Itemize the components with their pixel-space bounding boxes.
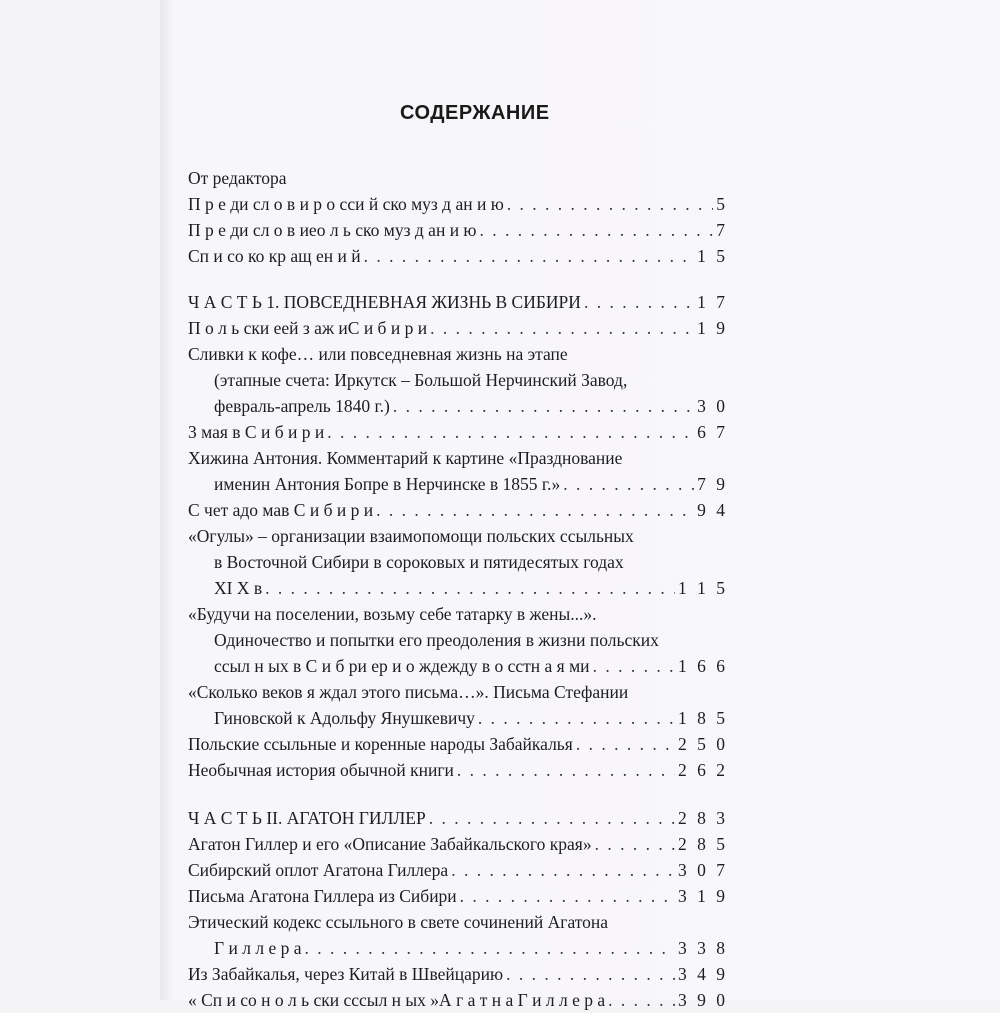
toc-part-heading [188, 805, 728, 831]
toc-entry [188, 243, 728, 269]
toc-entry [188, 315, 728, 341]
toc-entry [188, 731, 728, 757]
toc-entry-title: «Сколько веков я ждал этого письма…». Письма Стефании [188, 682, 629, 702]
toc-page-number: 9 4 [697, 500, 728, 520]
toc-entry-title-continued: именин Антония Бопре в Нерчинске в 1855 г.» [214, 474, 561, 494]
dot-leader [393, 393, 694, 419]
toc-entry-title: 3 мая в С и б и р и [188, 422, 325, 442]
toc-entry-title: Этический кодекс ссыльного в свете сочинений Агатона [188, 912, 609, 932]
toc-entry [188, 341, 728, 419]
toc-entry-title: Агатон Гиллер и его «Описание Забайкальского края» [188, 834, 592, 854]
toc-page-number: 3 9 0 [678, 990, 728, 1010]
toc-entry-title-continued: февраль-апрель 1840 г.) [214, 396, 390, 416]
toc-entry [188, 165, 728, 191]
dot-leader [593, 653, 675, 679]
toc-entry-title: Из Забайкалья, через Китай в Швейцарию [188, 964, 504, 984]
dot-leader [364, 243, 694, 269]
dot-leader [576, 731, 675, 757]
toc-entry [188, 831, 728, 857]
toc-entry-title: Ч А С Т Ь II. АГАТОН ГИЛЛЕР [188, 808, 426, 828]
toc-entry [188, 497, 728, 523]
toc-page-number: 2 6 2 [678, 760, 728, 780]
toc-page-number: 3 3 8 [678, 938, 728, 958]
dot-leader [327, 419, 694, 445]
toc-page-number: 2 8 3 [678, 808, 728, 828]
dot-leader [451, 857, 675, 883]
dot-leader [506, 961, 675, 987]
toc-entry-title-continued: Г и л л е р а [214, 938, 302, 958]
dot-leader [563, 471, 694, 497]
toc-entry [188, 757, 728, 783]
dot-leader [376, 497, 694, 523]
toc-entry-title: П р е ди сл о в и р о сси й ско муз д ан и ю [188, 194, 504, 214]
toc-entry-title-continued: ссыл н ых в С и б ри ер и о ждежду в о сстн а я ми [214, 656, 590, 676]
toc-page-number: 7 9 [697, 474, 728, 494]
toc-page-number: 1 5 [697, 246, 728, 266]
toc-entry-title-continued: в Восточной Сибири в сороковых и пятидесятых годах [214, 552, 624, 572]
toc-entry [188, 909, 728, 961]
dot-leader [460, 883, 675, 909]
toc-entry-title: Письма Агатона Гиллера из Сибири [188, 886, 457, 906]
toc-entry-title: Сп и со ко кр ащ ен и й [188, 246, 361, 266]
toc-entry-title: Ч А С Т Ь 1. ПОВСЕДНЕВНАЯ ЖИЗНЬ В СИБИРИ [188, 292, 581, 312]
dot-leader [430, 315, 694, 341]
toc-entry [188, 883, 728, 909]
toc-page-number: 3 4 9 [678, 964, 728, 984]
toc-page-number: 3 0 [697, 396, 728, 416]
toc-page-number: 1 6 6 [678, 656, 728, 676]
page-title: СОДЕРЖАНИЕ [400, 102, 550, 124]
toc-entry [188, 961, 728, 987]
toc-entry [188, 857, 728, 883]
toc-entry [188, 987, 728, 1013]
toc-part-heading [188, 289, 728, 315]
toc-page-number: 3 0 7 [678, 860, 728, 880]
toc-entry-title: Необычная история обычной книги [188, 760, 454, 780]
toc-entry-title-continued: Одиночество и попытки его преодоления в жизни польских [214, 630, 659, 650]
dot-leader [480, 217, 714, 243]
toc-page-number: 1 1 5 [678, 578, 728, 598]
dot-leader [608, 987, 675, 1013]
toc-entry-title: П о л ь ски еей з аж иС и б и р и [188, 318, 428, 338]
toc-page-number: 7 [716, 220, 728, 240]
toc-page-number: 6 7 [697, 422, 728, 442]
dot-leader [584, 289, 694, 315]
toc-entry-title: От редактора [188, 168, 287, 188]
toc-entry-title: Хижина Антония. Комментарий к картине «Празднование [188, 448, 623, 468]
toc-entry-title: С чет адо мав С и б и р и [188, 500, 374, 520]
dot-leader [429, 805, 675, 831]
toc-entry-title: Сибирский оплот Агатона Гиллера [188, 860, 449, 880]
toc-entry [188, 419, 728, 445]
dot-leader [265, 575, 675, 601]
dot-leader [507, 191, 713, 217]
toc-entry-title-continued: Гиновской к Адольфу Янушкевичу [214, 708, 475, 728]
toc-entry-title: « Сп и со н о л ь ски сссыл н ых »А г а т н а Г и л л е р а [188, 990, 606, 1010]
toc-entry-title: П р е ди сл о в иео л ь ско муз д ан и ю [188, 220, 477, 240]
table-of-contents [188, 165, 728, 1013]
toc-entry [188, 679, 728, 731]
toc-page-number: 2 8 5 [678, 834, 728, 854]
toc-entry-title: «Огулы» – организации взаимопомощи польских ссыльных [188, 526, 634, 546]
toc-page-number: 1 8 5 [678, 708, 728, 728]
toc-entry-title: «Будучи на поселении, возьму себе татарку в жены...». [188, 604, 597, 624]
toc-entry [188, 217, 728, 243]
toc-entry [188, 601, 728, 679]
dot-leader [478, 705, 675, 731]
toc-page-number: 1 7 [697, 292, 728, 312]
toc-page-number: 3 1 9 [678, 886, 728, 906]
toc-entry [188, 445, 728, 497]
toc-entry-title: Польские ссыльные и коренные народы Забайкалья [188, 734, 573, 754]
dot-leader [304, 935, 675, 961]
toc-page-number: 2 5 0 [678, 734, 728, 754]
toc-entry-title: Сливки к кофе… или повседневная жизнь на этапе [188, 344, 568, 364]
toc-entry-title-continued: (этапные счета: Иркутск – Большой Нерчинский Завод, [214, 370, 628, 390]
toc-page-number: 1 9 [697, 318, 728, 338]
toc-entry-title-continued: XI X в [214, 578, 263, 598]
toc-entry [188, 523, 728, 601]
toc-entry [188, 191, 728, 217]
dot-leader [595, 831, 675, 857]
dot-leader [457, 757, 675, 783]
toc-page-number: 5 [716, 194, 728, 214]
